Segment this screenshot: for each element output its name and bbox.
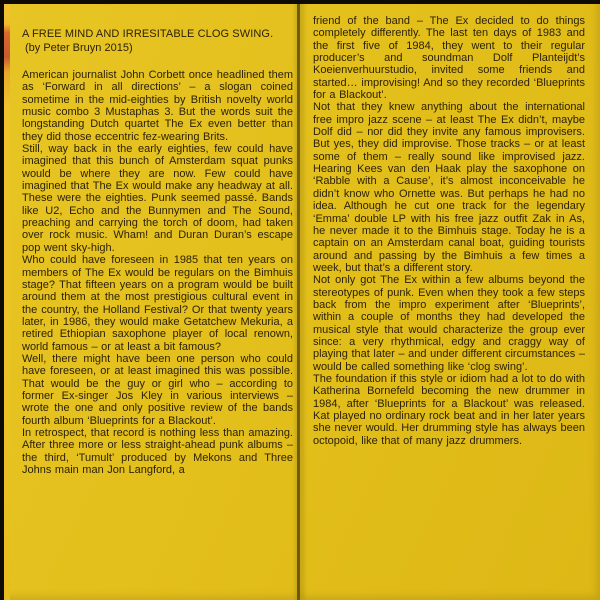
- page-edge-top: [0, 0, 600, 4]
- paragraph: Well, there might have been one person who could have foreseen, or at least imagined this was possible. That would be the guy or girl who – according to former Ex-singer Jos Kley in various interviews – wrote the one and only positive review of the bands fourth album ‘Blueprints for a Blackout’.: [22, 352, 293, 427]
- byline: (by Peter Bruyn 2015): [25, 41, 133, 54]
- page-edge-left: [0, 0, 4, 600]
- booklet-center-fold: [297, 0, 300, 600]
- paragraph: The foundation if this style or idiom had a lot to do with Katherina Bornefeld becoming the new drummer in 1984, after ‘Blueprints for a Blackout’ was released. Kat played no ordinary rock beat and in her later years she never would. Her drumming style has always been octopoid, like that of many jazz drummers.: [313, 372, 585, 447]
- paragraph: Not only got The Ex within a few albums beyond the stereotypes of punk. Even when they took a few steps back from the impro experiment after ‘Blueprints’, within a couple of months they had developed the musical style that would characterize the group ever since: a very rhythmical, edgy and craggy way of playing that later – and under different circumstances – would be called something like ‘clog swing’.: [313, 274, 585, 373]
- right-column: [313, 15, 585, 447]
- paragraph: Not that they knew anything about the international free impro jazz scene – at least The Ex didn’t, maybe Dolf did – nor did they invite any famous improvisers. But yes, they did improvise. Those tracks – or at least some of them – really sound like improvised jazz. Hearing Kees van den Haak play the saxophone on ‘Rabble with a Cause’, it’s almost inconceivable he didn’t know who Ornette was. But perhaps he had no idea. Although he cut one track for the legendary ‘Emma’ double LP with his free jazz outfit Zak in As, he never made it to the Bimhuis stage. Today he is a captain on an Amsterdam canal boat, guiding tourists around and passing by the Bimhuis a few times a week, but that’s a different story.: [313, 101, 585, 274]
- paragraph: friend of the band – The Ex decided to do things completely differently. The last ten days of 1983 and the first five of 1984, they went to their regular producer’s and soundman Dolf Planteijdt’s Koeienverhuurstudio, invited some friends and started… improvising! And so they recorded ‘Blueprints for a Blackout’.: [313, 15, 585, 102]
- paragraph: American journalist John Corbett once headlined them as ‘Forward in all directions’ – a slogan coined sometime in the mid-eighties by British novelty world music combo 3 Mustaphas 3. But the words suit the longstanding Dutch quartet The Ex even better than they did those eccentric fez-wearing Brits.: [22, 69, 293, 143]
- page-edge-highlight: [4, 0, 10, 600]
- page-title: A FREE MIND AND IRRESITABLE CLOG SWING.: [22, 28, 274, 40]
- paragraph: Who could have foreseen in 1985 that ten years on members of The Ex would be regulars on the Bimhuis stage? That fifteen years on a program would be built around them at the most prestigious cultural event in the country, the Holland Festival? Or that twenty years later, in 1986, they would make Getatchew Mekuria, a retired Ethiopian saxophone player of local renown, world famous – or at least a bit famous?: [22, 254, 293, 353]
- left-column: [22, 28, 293, 476]
- paragraph: Still, way back in the early eighties, few could have imagined that this bunch of Amsterdam squat punks would be where they are now. Few could have imagined that The Ex would make any headway at all. These were the eighties. Punk seemed passé. Bands like U2, Echo and the Bunnymen and The Sound, preaching and carrying the torch of doom, had taken over rock music. Wham! and Duran Duran’s escape pop went sky-high.: [22, 143, 293, 254]
- paragraph: In retrospect, that record is nothing less than amazing. After three more or less straight-ahead punk albums – the third, ‘Tumult’ produced by Mekons and Three Johns main man Jon Langford, a: [22, 426, 293, 476]
